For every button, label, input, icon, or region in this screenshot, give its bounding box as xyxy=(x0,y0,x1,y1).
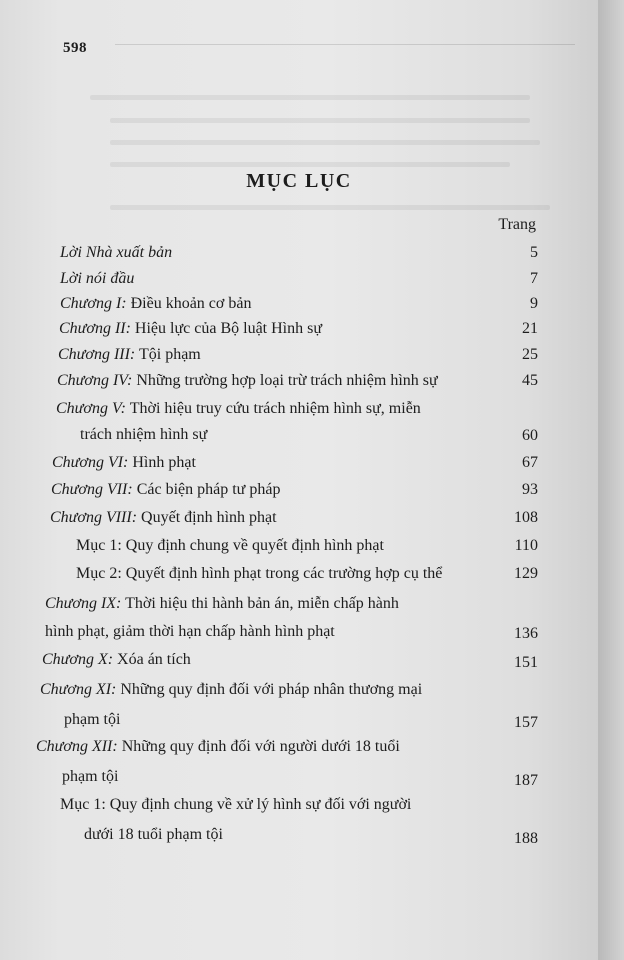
entry-text: Mục 1: Quy định chung về quyết định hình phạt xyxy=(76,537,384,554)
entry-prefix: Chương VI: xyxy=(52,454,129,471)
entry-text: Những trường hợp loại trừ trách nhiệm hình sự xyxy=(136,372,438,389)
entry-page: 187 xyxy=(514,772,538,789)
entry-text: Hiệu lực của Bộ luật Hình sự xyxy=(134,320,323,337)
entry-text-continuation: trách nhiệm hình sự xyxy=(80,426,208,443)
entry-page: 60 xyxy=(522,427,538,444)
entry-text: Xóa án tích xyxy=(117,651,191,668)
entry-text: Thời hiệu truy cứu trách nhiệm hình sự, miễn xyxy=(129,400,421,417)
entry-prefix: Chương IX: xyxy=(45,595,122,612)
entry-page: 7 xyxy=(530,270,538,287)
entry-page: 110 xyxy=(514,537,538,554)
entry-prefix: Chương X: xyxy=(42,651,114,668)
adjacent-page-edge xyxy=(598,0,624,960)
entry-prefix: Chương I: xyxy=(60,295,127,312)
entry-text-continuation: phạm tội xyxy=(64,711,121,728)
page-number: 598 xyxy=(63,40,87,56)
entry-text: Hình phạt xyxy=(132,454,196,471)
entry-page: 5 xyxy=(530,244,538,261)
entry-prefix: Chương IV: xyxy=(57,372,133,389)
entry-page: 45 xyxy=(522,372,538,389)
entry-prefix: Chương II: xyxy=(59,320,131,337)
entry-prefix: Chương V: xyxy=(56,400,126,417)
show-through-line xyxy=(110,205,550,210)
entry-text-continuation: hình phạt, giảm thời hạn chấp hành hình phạt xyxy=(45,623,335,640)
entry-page: 136 xyxy=(514,625,538,642)
entry-text: Các biện pháp tư pháp xyxy=(136,481,281,498)
entry-text: Mục 2: Quyết định hình phạt trong các trường hợp cụ thể xyxy=(76,565,443,582)
entry-prefix: Chương VII: xyxy=(51,481,133,498)
entry-page: 67 xyxy=(522,454,538,471)
entry-text: Những quy định đối với người dưới 18 tuổi xyxy=(121,738,400,755)
entry-prefix: Chương XII: xyxy=(36,738,118,755)
page-column-header: Trang xyxy=(498,216,536,233)
entry-text: Tội phạm xyxy=(138,346,201,363)
entry-page: 21 xyxy=(522,320,538,337)
show-through-line xyxy=(110,162,510,167)
entry-text-continuation: dưới 18 tuổi phạm tội xyxy=(84,826,223,843)
entry-page: 25 xyxy=(522,346,538,363)
entry-prefix: Chương VIII: xyxy=(50,509,138,526)
entry-page: 108 xyxy=(514,509,538,526)
entry-page: 129 xyxy=(514,565,538,582)
entry-prefix: Lời nói đầu xyxy=(60,270,135,287)
entry-text: Quyết định hình phạt xyxy=(141,509,277,526)
entry-text: Thời hiệu thi hành bản án, miễn chấp hành xyxy=(125,595,399,612)
entry-text-continuation: phạm tội xyxy=(62,768,119,785)
show-through-line xyxy=(90,95,530,100)
entry-page: 93 xyxy=(522,481,538,498)
page-title: MỤC LỤC xyxy=(246,170,352,192)
show-through-line xyxy=(110,140,540,145)
entry-prefix: Lời Nhà xuất bản xyxy=(60,244,173,261)
running-head-rule xyxy=(115,44,575,45)
entry-prefix: Chương III: xyxy=(58,346,136,363)
entry-page: 157 xyxy=(514,714,538,731)
entry-text: Mục 1: Quy định chung về xử lý hình sự đối với người xyxy=(60,796,412,813)
entry-text: Điều khoản cơ bản xyxy=(130,295,252,312)
entry-page: 9 xyxy=(530,295,538,312)
show-through-line xyxy=(110,118,530,123)
entry-prefix: Chương XI: xyxy=(40,681,117,698)
entry-page: 151 xyxy=(514,654,538,671)
entry-text: Những quy định đối với pháp nhân thương mại xyxy=(120,681,423,698)
entry-page: 188 xyxy=(514,830,538,847)
